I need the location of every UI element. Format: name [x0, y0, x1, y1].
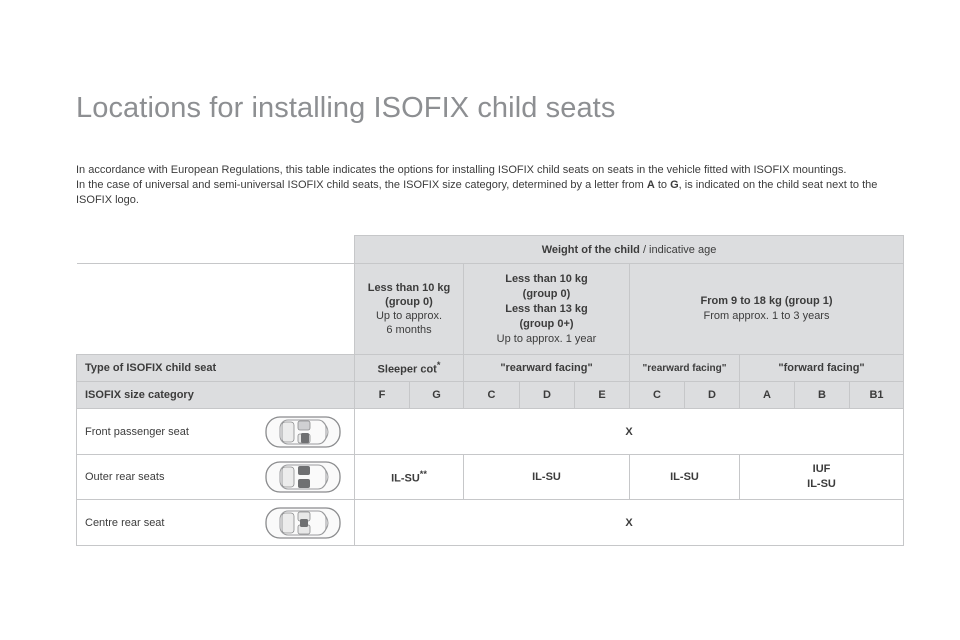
- size-cell: B1: [850, 382, 904, 409]
- isofix-table: [76, 235, 904, 546]
- group-text: Less than 10 kg: [505, 272, 588, 285]
- group-text: Less than 13 kg: [505, 302, 588, 315]
- size-cell: G: [410, 382, 464, 409]
- group-text: (group 0+): [519, 317, 574, 330]
- car-seat-outer-icon: [264, 459, 342, 495]
- type-rearward-2: "rearward facing": [630, 355, 740, 382]
- row-label: Front passenger seat: [85, 425, 189, 438]
- group-0plus-cell: [464, 264, 630, 355]
- intro-paragraph-2: [76, 178, 896, 208]
- group-text: (group 0): [385, 296, 433, 308]
- size-cell: D: [685, 382, 740, 409]
- table-row-front: [77, 409, 355, 455]
- size-cell: D: [520, 382, 575, 409]
- footnote-mark: *: [436, 360, 441, 371]
- size-cell: A: [740, 382, 795, 409]
- cell-text: IUF: [812, 463, 831, 475]
- group-text: From 9 to 18 kg (group 1): [700, 295, 833, 307]
- type-text: Sleeper cot: [377, 363, 437, 376]
- blank-cell: [77, 264, 355, 355]
- type-label: Type of ISOFIX child seat: [77, 355, 355, 382]
- size-cell: C: [464, 382, 520, 409]
- size-cell: C: [630, 382, 685, 409]
- weight-header-bold: Weight of the child: [541, 243, 640, 256]
- intro-text-span: to: [654, 179, 671, 191]
- blank-cell: [77, 236, 355, 264]
- intro-text: [76, 163, 896, 208]
- type-sleeper-cot: [355, 355, 464, 382]
- size-cell: B: [795, 382, 850, 409]
- group-text: (group 0): [522, 287, 571, 300]
- front-passenger-value: X: [355, 409, 904, 455]
- outer-rearward-1-value: IL-SU: [464, 455, 630, 500]
- type-rearward-1: "rearward facing": [464, 355, 630, 382]
- group-text: Less than 10 kg: [367, 282, 451, 294]
- car-seat-centre-icon: [264, 505, 342, 541]
- intro-text-span: In the case of universal and semi-universal ISOFIX child seats, the ISOFIX size category, determined by a letter from: [76, 179, 647, 191]
- size-cell: E: [575, 382, 630, 409]
- intro-text-span: , is indicated on the child seat next to the ISOFIX logo.: [76, 179, 878, 206]
- cell-text: IL-SU: [807, 478, 836, 490]
- weight-header-rest: / indicative age: [639, 243, 717, 256]
- group-text: Up to approx. 1 year: [496, 332, 597, 345]
- size-label: ISOFIX size category: [77, 382, 355, 409]
- group-text: Up to approx.: [375, 310, 443, 322]
- type-forward: "forward facing": [740, 355, 904, 382]
- intro-paragraph-1: In accordance with European Regulations, this table indicates the options for installing ISOFIX child seats on seats in the vehicle fitted with ISOFIX mountings.: [76, 164, 847, 176]
- group-1-cell: [630, 264, 904, 355]
- page-title: Locations for installing ISOFIX child seats: [76, 92, 616, 124]
- weight-header: [355, 236, 904, 264]
- footnote-mark: **: [419, 469, 427, 480]
- size-cell: F: [355, 382, 410, 409]
- centre-rear-value: X: [355, 500, 904, 546]
- outer-rearward-2-value: IL-SU: [630, 455, 740, 500]
- table-row-centre: [77, 500, 355, 546]
- letter-a: A: [646, 179, 655, 191]
- row-label: Centre rear seat: [85, 516, 165, 529]
- letter-g: G: [670, 179, 679, 191]
- car-seat-front-icon: [264, 414, 342, 450]
- outer-forward-value: [740, 455, 904, 500]
- group-text: 6 months: [386, 324, 432, 336]
- row-label: Outer rear seats: [85, 471, 165, 483]
- group-0-cell: [355, 264, 464, 355]
- table-row-outer: [77, 455, 355, 500]
- outer-sleeper-value: [355, 455, 464, 500]
- cell-text: IL-SU: [391, 472, 420, 485]
- group-text: From approx. 1 to 3 years: [703, 310, 830, 322]
